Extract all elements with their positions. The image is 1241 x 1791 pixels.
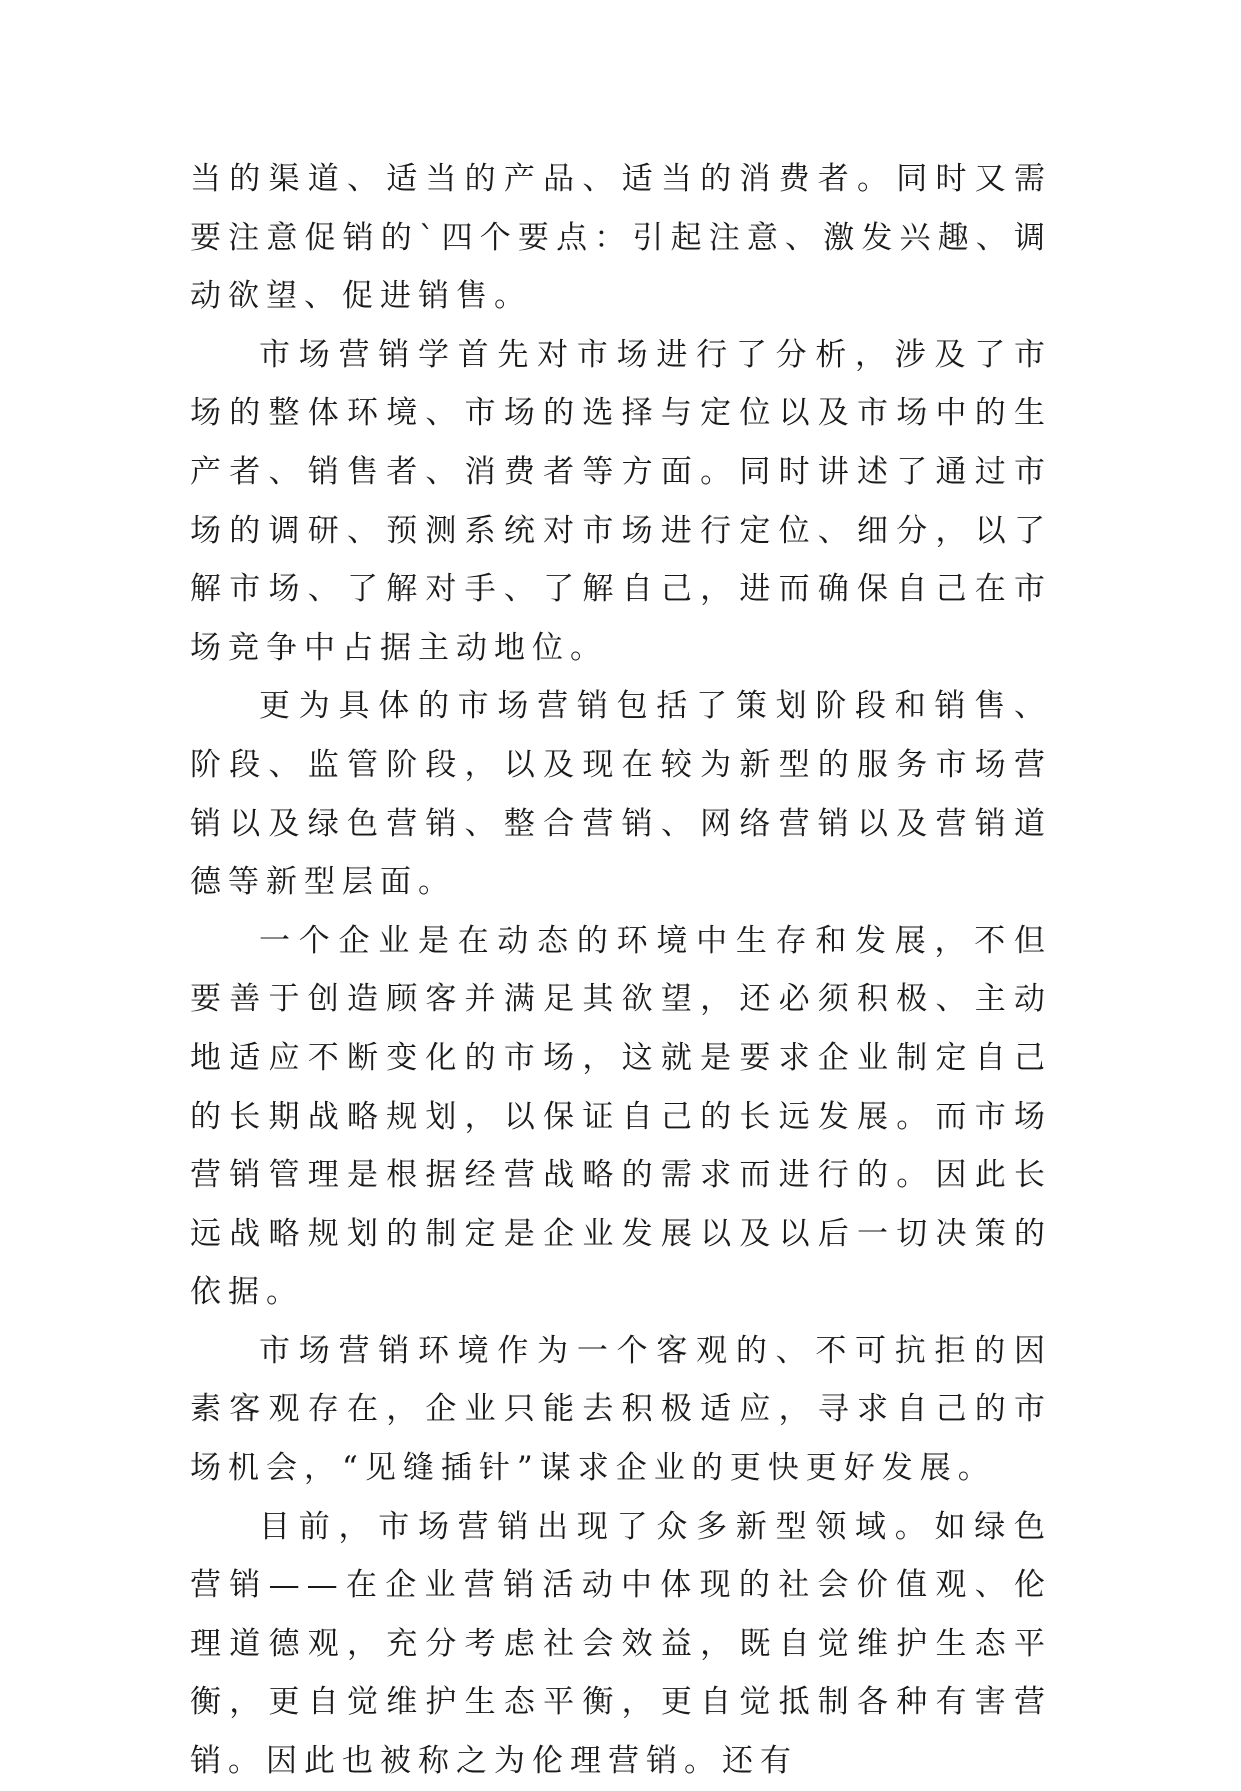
document-body [190, 150, 1052, 1791]
paragraph-5: 市场营销环境作为一个客观的、不可抗拒的因素客观存在，企业只能去积极适应，寻求自己的市场机会，“见缝插针”谋求企业的更快更好发展。 [190, 1332, 1052, 1487]
paragraph-1: 当的渠道、适当的产品、适当的消费者。同时又需要注意促销的`四个要点：引起注意、激发兴趣、调动欲望、促进销售。 [190, 161, 1052, 315]
paragraph-4: 一个企业是在动态的环境中生存和发展，不但要善于创造顾客并满足其欲望，还必须积极、主动地适应不断变化的市场，这就是要求企业制定自己的长期战略规划，以保证自己的长远发展。而市场营销管理是根据经营战略的需求而进行的。因此长远战略规划的制定是企业发展以及以后一切决策的依据。 [190, 922, 1052, 1311]
paragraph-2: 市场营销学首先对市场进行了分析，涉及了市场的整体环境、市场的选择与定位以及市场中的生产者、销售者、消费者等方面。同时讲述了通过市场的调研、预测系统对市场进行定位、细分，以了解市场、了解对手、了解自己，进而确保自己在市场竞争中占据主动地位。 [190, 336, 1052, 666]
paragraph-3: 更为具体的市场营销包括了策划阶段和销售、阶段、监管阶段，以及现在较为新型的服务市场营销以及绿色营销、整合营销、网络营销以及营销道德等新型层面。 [190, 688, 1052, 901]
paragraph-6: 目前，市场营销出现了众多新型领域。如绿色营销——在企业营销活动中体现的社会价值观、伦理道德观，充分考虑社会效益，既自觉维护生态平衡，更自觉维护生态平衡，更自觉抵制各种有害营销。因此也被称之为伦理营销。还有 [190, 1508, 1052, 1780]
